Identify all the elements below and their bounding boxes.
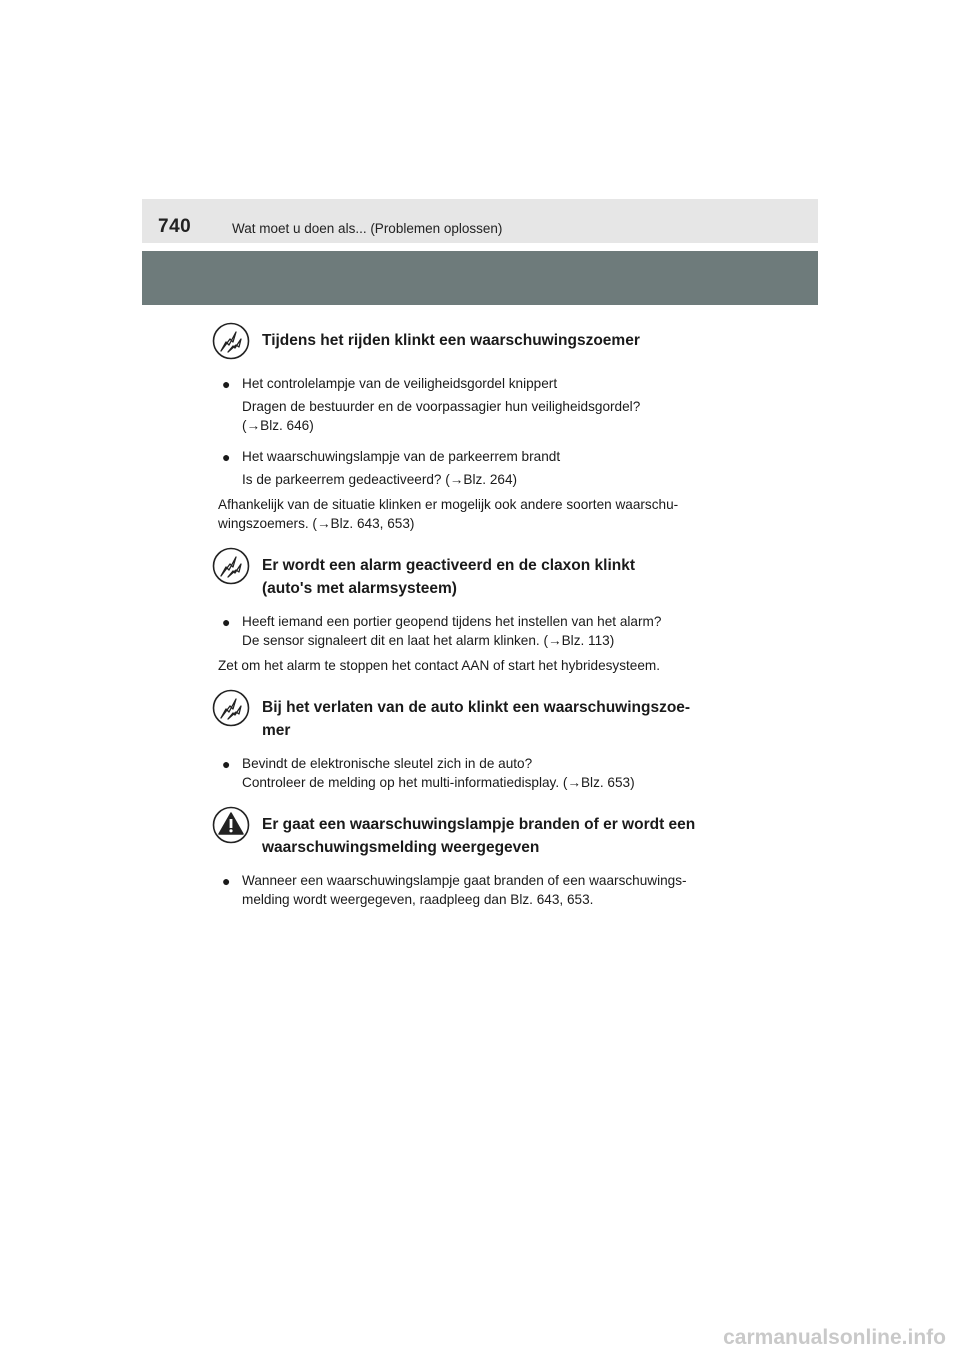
item-list <box>212 754 752 792</box>
item-line: Controleer de melding op het multi-informatiedisplay. (→Blz. 653) <box>242 775 635 790</box>
bullet-icon: ● <box>222 376 231 392</box>
note-line: Zet om het alarm te stoppen het contact AAN of start het hybridesysteem. <box>218 658 661 673</box>
list-item <box>212 754 752 792</box>
list-item <box>212 447 752 489</box>
chapter-title: Wat moet u doen als... (Problemen oplossen) <box>232 221 503 236</box>
section-title-line: mer <box>262 722 291 739</box>
section-heading <box>212 322 752 362</box>
bullet-icon: ● <box>222 756 231 772</box>
item-list <box>212 871 752 909</box>
section-note <box>212 495 752 533</box>
item-detail-line: Is de parkeerrem gedeactiveerd? (→Blz. 264) <box>242 472 518 487</box>
section-driving-buzzer <box>212 322 752 533</box>
item-detail <box>242 470 752 489</box>
item-text: Het waarschuwingslampje van de parkeerrem brandt <box>242 449 561 464</box>
section-title-line: (auto's met alarmsysteem) <box>262 580 457 597</box>
section-warning-light <box>212 806 752 909</box>
item-detail-line: Dragen de bestuurder en de voorpassagier hun veiligheidsgordel? <box>242 399 641 414</box>
note-line: wingszoemers. (→Blz. 643, 653) <box>218 516 415 531</box>
section-title-line: Bij het verlaten van de auto klinkt een waarschuwingszoe- <box>262 699 691 716</box>
page-number: 740 <box>158 216 192 237</box>
section-title <box>262 689 690 742</box>
section-title-line: waarschuwingsmelding weergegeven <box>262 839 540 856</box>
item-line: Wanneer een waarschuwingslampje gaat branden of een waarschuwings- <box>242 873 687 888</box>
section-heading <box>212 547 752 600</box>
bullet-icon: ● <box>222 449 231 465</box>
item-detail-line: (→Blz. 646) <box>242 418 314 433</box>
buzzer-icon <box>212 547 250 585</box>
section-leaving-vehicle <box>212 689 752 792</box>
bullet-icon: ● <box>222 873 231 889</box>
item-detail <box>242 397 752 435</box>
section-title <box>262 547 635 600</box>
item-line: De sensor signaleert dit en laat het alarm klinken. (→Blz. 113) <box>242 633 615 648</box>
section-alarm-horn <box>212 547 752 675</box>
list-item <box>212 612 752 650</box>
section-heading <box>212 806 752 859</box>
item-list <box>212 374 752 489</box>
buzzer-icon <box>212 322 250 360</box>
note-line: Afhankelijk van de situatie klinken er mogelijk ook andere soorten waarschu- <box>218 497 679 512</box>
page-content <box>212 322 752 909</box>
section-title-line: Er gaat een waarschuwingslampje branden of er wordt een <box>262 816 696 833</box>
item-line: Heeft iemand een portier geopend tijdens het instellen van het alarm? <box>242 614 662 629</box>
bullet-icon: ● <box>222 614 231 630</box>
item-text: Het controlelampje van de veiligheidsgordel knippert <box>242 376 558 391</box>
section-heading <box>212 689 752 742</box>
warning-triangle-icon <box>212 806 250 844</box>
item-line: melding wordt weergegeven, raadpleeg dan Blz. 643, 653. <box>242 892 594 907</box>
item-list <box>212 612 752 650</box>
item-line: Bevindt de elektronische sleutel zich in de auto? <box>242 756 533 771</box>
watermark: carmanualsonline.info <box>723 1326 946 1349</box>
page-header <box>142 199 818 243</box>
buzzer-icon <box>212 689 250 727</box>
section-title-line: Er wordt een alarm geactiveerd en de claxon klinkt <box>262 557 635 574</box>
list-item <box>212 871 752 909</box>
header-band <box>142 251 818 305</box>
list-item <box>212 374 752 435</box>
section-title: Tijdens het rijden klinkt een waarschuwingszoemer <box>262 332 640 349</box>
section-title <box>262 806 695 859</box>
section-note <box>212 656 752 675</box>
